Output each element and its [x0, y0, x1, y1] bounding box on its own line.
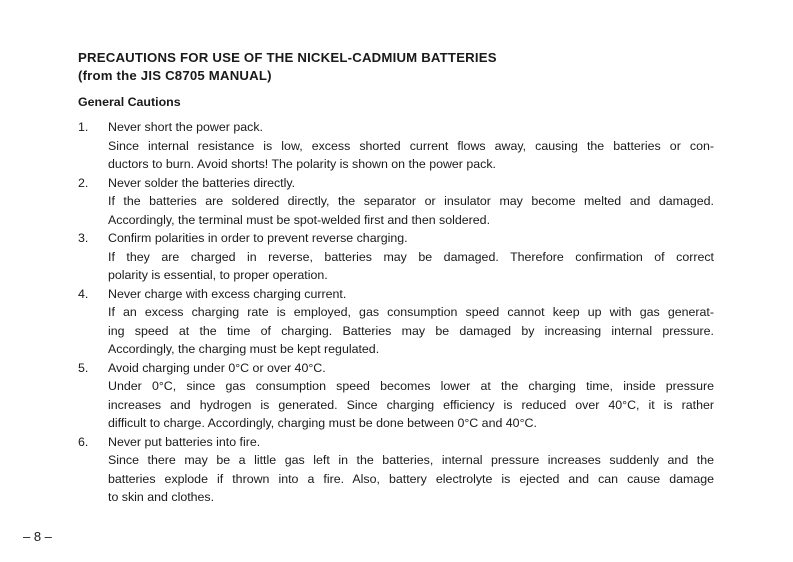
- item-number: 4.: [78, 286, 89, 301]
- item-body: [108, 248, 714, 285]
- item-body-line: If the batteries are soldered directly, the separator or insulator may become melted and damaged.: [108, 194, 714, 208]
- item-body-line: ing speed at the time of charging. Batteries may be damaged by increasing internal pressure.: [108, 323, 714, 338]
- item-body-line: Under 0°C, since gas consumption speed becomes lower at the charging time, inside pressure: [108, 379, 714, 393]
- item-number: 1.: [78, 120, 89, 134]
- item-number: 6.: [78, 434, 89, 449]
- item-body-line: Since internal resistance is low, excess shorted current flows away, causing the batteries or con-: [108, 138, 714, 153]
- list-item: [78, 433, 714, 507]
- item-heading: Never solder the batteries directly.: [108, 175, 296, 190]
- list-item: [78, 229, 714, 285]
- item-body: [108, 303, 714, 359]
- item-body-line: increases and hydrogen is generated. Since charging efficiency is reduced over 40°C, it is rather: [108, 397, 714, 412]
- list-item: [78, 118, 714, 174]
- item-body: [108, 192, 714, 229]
- item-body-line: Accordingly, the charging must be kept regulated.: [108, 342, 380, 356]
- item-body-line: ductors to burn. Avoid shorts! The polarity is shown on the power pack.: [108, 157, 496, 171]
- item-heading: Never put batteries into fire.: [108, 434, 261, 449]
- title-line-1: PRECAUTIONS FOR USE OF THE NICKEL-CADMIUM BATTERIES: [78, 50, 497, 65]
- document-title: [78, 49, 497, 85]
- item-heading: Avoid charging under 0°C or over 40°C.: [108, 360, 326, 375]
- item-number: 2.: [78, 175, 89, 190]
- list-item: [78, 174, 714, 230]
- list-item: [78, 285, 714, 359]
- page-number: – 8 –: [23, 529, 52, 544]
- item-heading: Confirm polarities in order to prevent reverse charging.: [108, 231, 408, 245]
- item-body: [108, 451, 714, 507]
- item-body-line: difficult to charge. Accordingly, charging must be done between 0°C and 40°C.: [108, 416, 537, 430]
- item-number: 5.: [78, 360, 89, 375]
- item-heading: Never charge with excess charging current.: [108, 286, 347, 301]
- item-body-line: Since there may be a little gas left in the batteries, internal pressure increases suddenly and the: [108, 453, 714, 467]
- item-number: 3.: [78, 231, 89, 245]
- item-body-line: polarity is essential, to proper operation.: [108, 268, 328, 282]
- item-heading: Never short the power pack.: [108, 120, 263, 134]
- section-heading: General Cautions: [78, 95, 181, 109]
- item-body: [108, 377, 714, 433]
- item-body-line: batteries explode if thrown into a fire. Also, battery electrolyte is ejected and can cause damage: [108, 471, 714, 486]
- item-body-line: If they are charged in reverse, batteries may be damaged. Therefore confirmation of correct: [108, 249, 714, 264]
- cautions-list: [78, 118, 714, 507]
- item-body-line: If an excess charging rate is employed, gas consumption speed cannot keep up with gas generat-: [108, 305, 714, 319]
- item-body-line: Accordingly, the terminal must be spot-welded first and then soldered.: [108, 212, 491, 227]
- item-body-line: to skin and clothes.: [108, 490, 215, 504]
- list-item: [78, 359, 714, 433]
- title-line-2: (from the JIS C8705 MANUAL): [78, 68, 272, 83]
- item-body: [108, 137, 714, 174]
